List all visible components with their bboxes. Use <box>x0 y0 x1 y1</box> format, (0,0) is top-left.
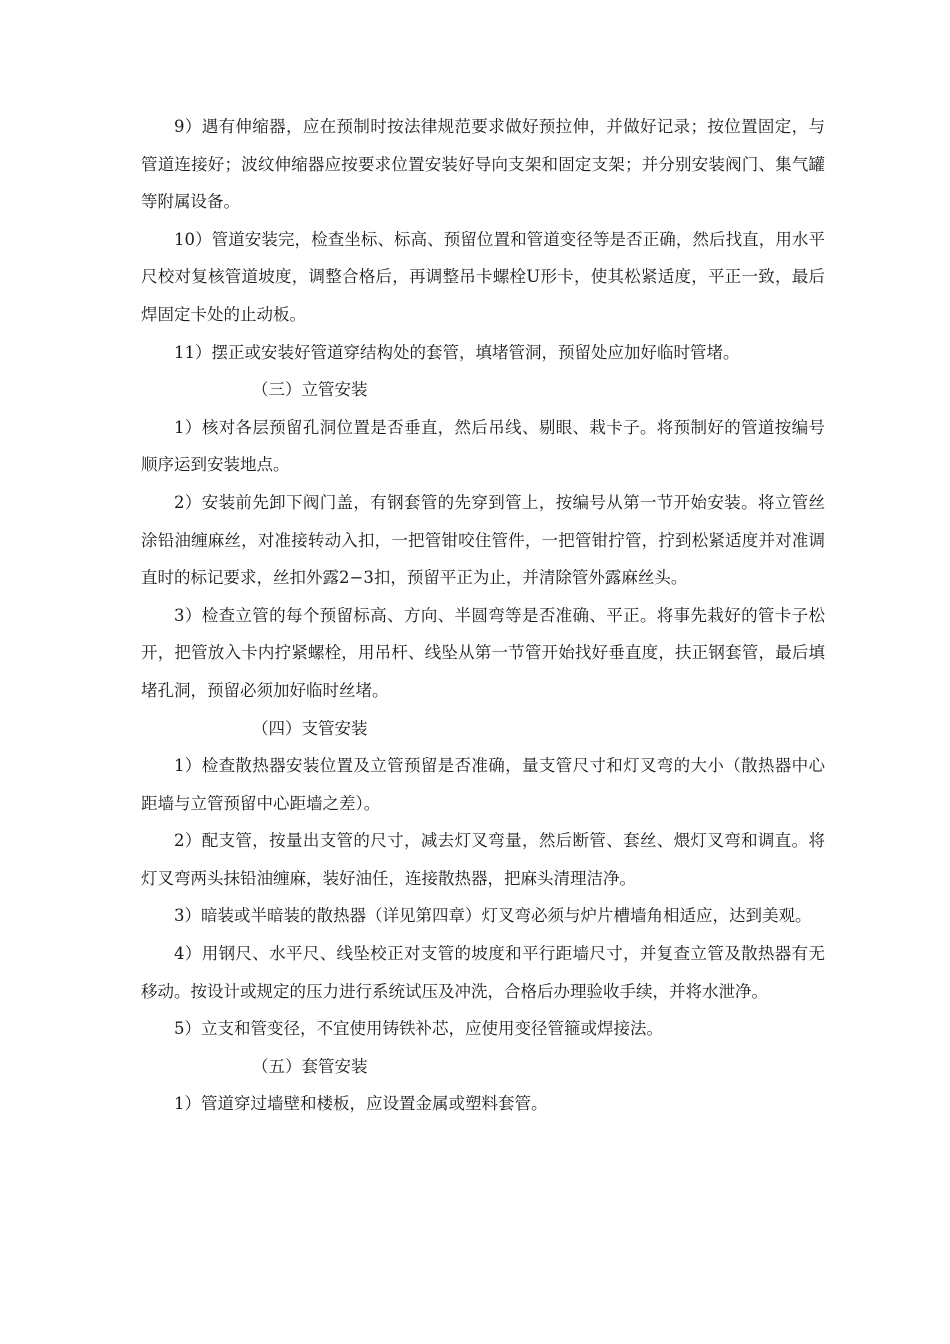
riser-item-1: 1）核对各层预留孔洞位置是否垂直，然后吊线、剔眼、栽卡子。将预制好的管道按编号顺序运到安装地点。 <box>141 417 825 475</box>
item-9-expansion-joint: 9）遇有伸缩器，应在预制时按法律规范要求做好预拉伸，并做好记录；按位置固定，与管道连接好；波纹伸缩器应按要求位置安装好导向支架和固定支架；并分别安装阀门、集气罐等附属设备。 <box>141 117 825 212</box>
riser-item-3: 3）检查立管的每个预留标高、方向、半圆弯等是否准确、平正。将事先栽好的管卡子松开，把管放入卡内拧紧螺栓，用吊杆、线坠从第一节管开始找好垂直度，扶正钢套管，最后填堵孔洞，预留必须加好临时丝堵。 <box>141 605 825 700</box>
section-5-sleeve-installation: （五）套管安装 <box>252 1056 368 1076</box>
section-4-branch-installation: （四）支管安装 <box>252 718 368 738</box>
branch-item-4: 4）用钢尺、水平尺、线坠校正对支管的坡度和平行距墙尺寸，并复查立管及散热器有无移动。按设计或规定的压力进行系统试压及冲洗，合格后办理验收手续，并将水泄净。 <box>141 944 825 1001</box>
branch-item-5: 5）立支和管变径，不宜使用铸铁补芯，应使用变径管箍或焊接法。 <box>174 1019 663 1039</box>
item-10-check-alignment: 10）管道安装完，检查坐标、标高、预留位置和管道变径等是否正确，然后找直，用水平尺校对复核管道坡度，调整合格后，再调整吊卡螺栓U形卡，使其松紧适度，平正一致，最后焊固定卡处的止动板。 <box>141 229 825 324</box>
riser-item-2: 2）安装前先卸下阀门盖，有钢套管的先穿到管上，按编号从第一节开始安装。将立管丝涂铅油缠麻丝，对准接转动入扣，一把管钳咬住管件，一把管钳拧管，拧到松紧适度并对准调直时的标记要求，丝扣外露2−3扣，预留平正为止，并清除管外露麻丝头。 <box>141 492 825 588</box>
branch-item-1: 1）检查散热器安装位置及立管预留是否准确，量支管尺寸和灯叉弯的大小（散热器中心距墙与立管预留中心距墙之差）。 <box>141 756 825 813</box>
document-body <box>141 108 825 1123</box>
sleeve-item-1: 1）管道穿过墙壁和楼板，应设置金属或塑料套管。 <box>174 1094 548 1114</box>
branch-item-3: 3）暗装或半暗装的散热器（详见第四章）灯叉弯必须与炉片槽墙角相适应，达到美观。 <box>174 906 812 926</box>
branch-item-2: 2）配支管，按量出支管的尺寸，减去灯叉弯量，然后断管、套丝、煨灯叉弯和调直。将灯叉弯两头抹铅油缠麻，装好油任，连接散热器，把麻头清理洁净。 <box>141 831 825 888</box>
item-11-sleeve: 11）摆正或安装好管道穿结构处的套管，填堵管洞，预留处应加好临时管堵。 <box>174 342 740 362</box>
section-3-riser-installation: （三）立管安装 <box>252 380 368 400</box>
